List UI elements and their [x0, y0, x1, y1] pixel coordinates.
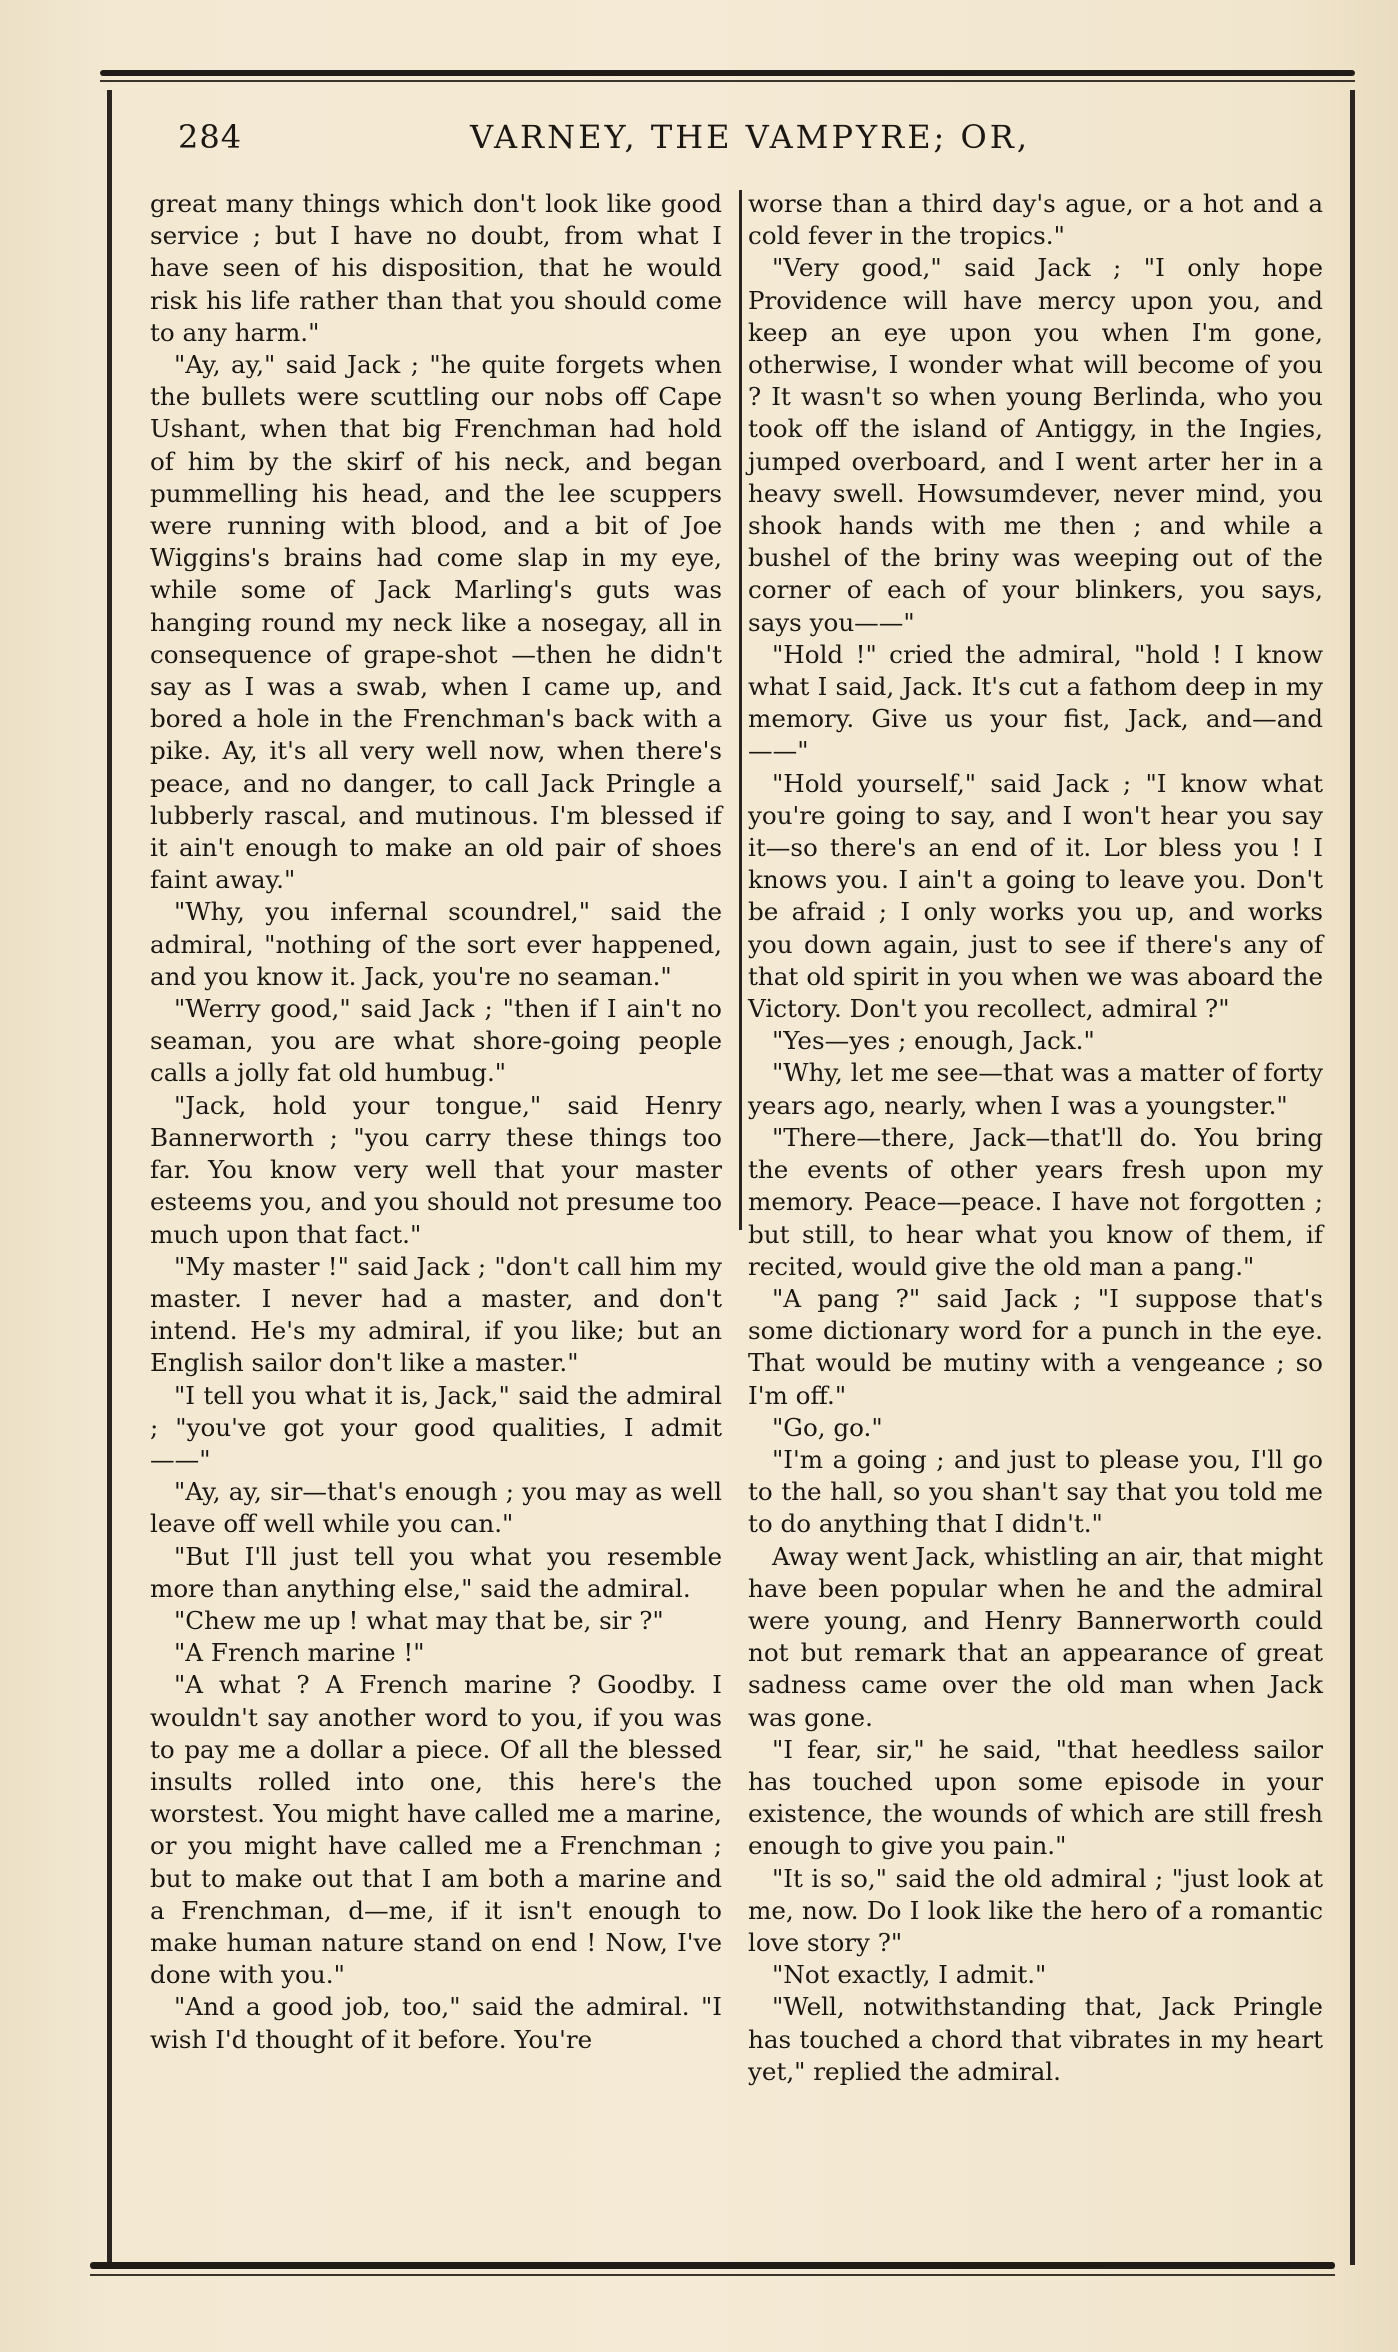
- right-border-line: [1350, 90, 1355, 2265]
- paragraph: Away went Jack, whistling an air, that might have been popular when he and the admiral were young, and Henry Bannerworth could not but remark that an appearance of great sadness came over the old man when Jack was gone.: [748, 1541, 1323, 1732]
- running-title: VARNEY, THE VAMPYRE; OR,: [470, 118, 1030, 156]
- paragraph: "But I'll just tell you what you resemble more than anything else," said the admiral.: [150, 1541, 722, 1603]
- paragraph: "Werry good," said Jack ; "then if I ain't no seaman, you are what shore-going people calls a jolly fat old humbug.": [150, 994, 722, 1088]
- paragraph: "I fear, sir," he said, "that heedless sailor has touched upon some episode in your existence, the wounds of which are still fresh enough to give you pain.": [748, 1734, 1323, 1861]
- paragraph: "Ay, ay," said Jack ; "he quite forgets when the bullets were scuttling our nobs off Cape Ushant, when that big Frenchman had hold of him by the skirf of his neck, and began pummelling his head, and the lee scuppers were running with blood, and a bit of Joe Wiggins's brains had come slap in my eye, while some of Jack Marling's guts was hanging round my neck like a nosegay, all in consequence of grape-shot —then he didn't say as I was a swab, when I came up, and bored a hole in the Frenchman's back with a pike. Ay, it's all very well now, when there's peace, and no danger, to call Jack Pringle a lubberly rascal, and mutinous. I'm blessed if it ain't enough to make an old pair of shoes faint away.": [150, 350, 722, 895]
- paragraph: "It is so," said the old admiral ; "just look at me, now. Do I look like the hero of a romantic love story ?": [748, 1863, 1323, 1957]
- paragraph: "Well, notwithstanding that, Jack Pringle has touched a chord that vibrates in my heart yet," replied the admiral.: [748, 1992, 1323, 2086]
- paragraph: "I'm a going ; and just to please you, I'll go to the hall, so you shan't say that you told me to do anything that I didn't.": [748, 1444, 1323, 1539]
- paragraph: "Very good," said Jack ; "I only hope Providence will have mercy upon you, and keep an eye upon you when I'm gone, otherwise, I wonder what will become of you ? It wasn't so when young Berlinda, who you took off the island of Antiggy, in the Ingies, jumped overboard, and I went arter her in a heavy swell. Howsumdever, never mind, you shook hands with me then ; and while a bushel of the briny was weeping out of the corner of each of your blinkers, you says, says you——": [748, 253, 1323, 637]
- top-rule-thin: [100, 80, 1355, 82]
- top-rule: [100, 70, 1355, 76]
- paragraph: great many things which don't look like good service ; but I have no doubt, from what I have seen of his disposition, that he would risk his life rather than that you should come to any harm.": [150, 189, 722, 347]
- paragraph: "There—there, Jack—that'll do. You bring the events of other years fresh upon my memory. Peace—peace. I have not forgotten ; but still, to hear what you know of them, if recited, would give the old man a pang.": [748, 1122, 1323, 1281]
- column-divider: [739, 190, 742, 1230]
- page-number: 284: [178, 118, 243, 156]
- bottom-rule: [90, 2262, 1335, 2269]
- paragraph: "Go, go.": [772, 1412, 883, 1442]
- paragraph: "Hold !" cried the admiral, "hold ! I know what I said, Jack. It's cut a fathom deep in my memory. Give us your fist, Jack, and—and——": [748, 639, 1323, 766]
- page-header: [170, 110, 1300, 170]
- paragraph: "Why, you infernal scoundrel," said the admiral, "nothing of the sort ever happened, and you know it. Jack, you're no seaman.": [150, 897, 722, 991]
- paragraph: "Why, let me see—that was a matter of forty years ago, nearly, when I was a youngster.": [748, 1058, 1323, 1120]
- paragraph: "A what ? A French marine ? Goodby. I wouldn't say another word to you, if you was to pay me a dollar a piece. Of all the blessed insults rolled into one, this here's the worstest. You might have called me a marine, or you might have called me a Frenchman ; but to make out that I am both a marine and a Frenchman, d—me, if it isn't enough to make human nature stand on end ! Now, I've done with you.": [150, 1670, 722, 1990]
- paragraph: "And a good job, too," said the admiral. "I wish I'd thought of it before. You're: [150, 1992, 722, 2054]
- paragraph: "My master !" said Jack ; "don't call him my master. I never had a master, and don't intend. He's my admiral, if you like; but an English sailor don't like a master.": [150, 1251, 722, 1378]
- paragraph: "Yes—yes ; enough, Jack.": [772, 1026, 1095, 1056]
- paragraph: "Chew me up ! what may that be, sir ?": [174, 1605, 664, 1635]
- paragraph: worse than a third day's ague, or a hot and a cold fever in the tropics.": [748, 189, 1323, 251]
- paragraph: "Hold yourself," said Jack ; "I know what you're going to say, and I won't hear you say it—so there's an end of it. Lor bless you ! I knows you. I ain't a going to leave you. Don't be afraid ; I only works you up, and works you down again, just to see if there's any of that old spirit in you when we was aboard the Victory. Don't you recollect, admiral ?": [748, 768, 1323, 1024]
- left-column: [150, 188, 722, 2056]
- right-column: [748, 188, 1323, 2088]
- left-border-line: [107, 90, 112, 2265]
- paragraph: "Not exactly, I admit.": [772, 1960, 1047, 1990]
- paragraph: "A pang ?" said Jack ; "I suppose that's some dictionary word for a punch in the eye. That would be mutiny with a vengeance ; so I'm off.": [748, 1283, 1323, 1410]
- paragraph: "Jack, hold your tongue," said Henry Bannerworth ; "you carry these things too far. You know very well that your master esteems you, and you should not presume too much upon that fact.": [150, 1090, 722, 1249]
- paragraph: "A French marine !": [174, 1638, 425, 1668]
- bottom-rule-thin: [90, 2274, 1335, 2276]
- paragraph: "Ay, ay, sir—that's enough ; you may as well leave off well while you can.": [150, 1477, 722, 1539]
- paragraph: "I tell you what it is, Jack," said the admiral ; "you've got your good qualities, I admit ——": [150, 1380, 722, 1474]
